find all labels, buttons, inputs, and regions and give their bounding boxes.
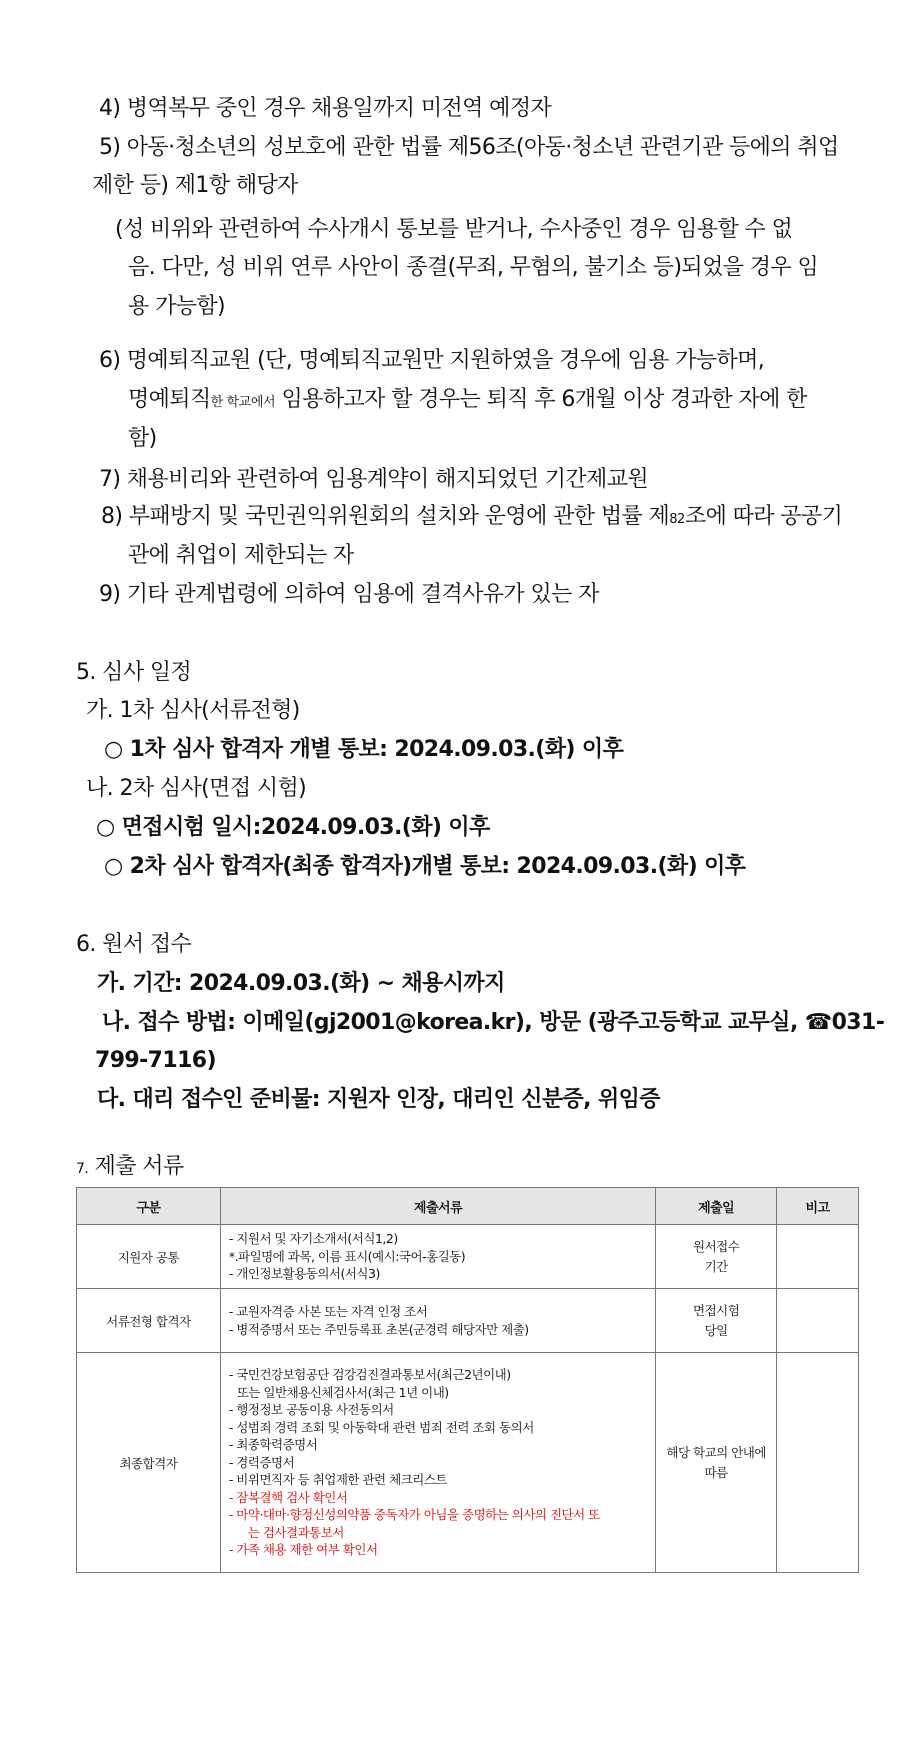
table-row: [77, 1225, 859, 1289]
date-line: 해당 학교의 안내에: [666, 1444, 766, 1460]
header-category: 구분: [77, 1188, 221, 1225]
section7-title: [76, 1152, 184, 1184]
item-8-text-b: 조에 따라 공공기: [684, 504, 843, 529]
document-item: - 행정정보 공동이용 사전동의서: [228, 1402, 394, 1418]
row-documents: [220, 1289, 655, 1353]
table-row: [77, 1353, 859, 1573]
header-documents: 제출서류: [220, 1188, 655, 1225]
item-6-text-small: 한 학교에서: [210, 395, 276, 410]
document-item: - 지원서 및 자기소개서(서식1,2): [228, 1231, 398, 1247]
item-6-text-a: 명예퇴직: [128, 387, 211, 412]
item-5-note-line1: (성 비위와 관련하여 수사개시 통보를 받거나, 수사중인 경우 임용할 수 없: [115, 217, 793, 242]
table-row: [77, 1289, 859, 1353]
document-item-highlighted: - 가족 채용 제한 여부 확인서: [228, 1542, 378, 1558]
row-category: 최종합격자: [77, 1353, 221, 1573]
row-note: [777, 1225, 859, 1289]
row-submit-date: [656, 1353, 777, 1573]
item-6-line2: [128, 385, 807, 418]
item-8-line2: 관에 취업이 제한되는 자: [128, 543, 354, 568]
section5-a-item: ○ 1차 심사 합격자 개별 통보: 2024.09.03.(화) 이후: [104, 737, 624, 762]
section5-sub-b: 나. 2차 심사(면접 시험): [86, 776, 307, 801]
row-category: 서류전형 합격자: [77, 1289, 221, 1353]
row-documents: [220, 1353, 655, 1573]
item-8-text-small: 82: [669, 512, 685, 527]
section5-sub-a: 가. 1차 심사(서류전형): [86, 698, 300, 723]
section6-title: 6. 원서 접수: [76, 932, 192, 957]
document-item: *.파일명에 과목, 이름 표시(예시:국어-홍길동): [228, 1248, 466, 1264]
date-line: 따름: [704, 1464, 728, 1480]
section5-title: 5. 심사 일정: [76, 660, 192, 685]
header-submit-date: 제출일: [656, 1188, 777, 1225]
item-6-text-b: 임용하고자 할 경우는 퇴직 후 6개월 이상 경과한 자에 한: [281, 387, 807, 412]
section5-b-item2: ○ 2차 심사 합격자(최종 합격자)개별 통보: 2024.09.03.(화) 이후: [104, 854, 746, 879]
item-5-line1: 5) 아동·청소년의 성보호에 관한 법률 제56조(아동·청소년 관련기관 등에의 취업: [99, 135, 839, 160]
item-7: 7) 채용비리와 관련하여 임용계약이 해지되었던 기간제교원: [99, 467, 648, 492]
item-5-note-line3: 용 가능함): [128, 294, 225, 319]
item-9: 9) 기타 관계법령에 의하여 임용에 결격사유가 있는 자: [99, 582, 599, 607]
document-item-highlighted: 는 검사결과통보서: [247, 1524, 344, 1540]
row-category: 지원자 공통: [77, 1225, 221, 1289]
row-note: [777, 1353, 859, 1573]
document-item: - 경력증명서: [228, 1454, 295, 1470]
table-header-row: [77, 1188, 859, 1225]
section7-number: 7.: [76, 1161, 89, 1177]
row-note: [777, 1289, 859, 1353]
header-note: 비고: [777, 1188, 859, 1225]
date-line: 기간: [704, 1258, 728, 1274]
document-item: - 최종학력증명서: [228, 1437, 318, 1453]
row-documents: [220, 1225, 655, 1289]
section6-method-line2: 799-7116): [95, 1048, 216, 1073]
documents-table: [76, 1187, 859, 1573]
section6-period: 가. 기간: 2024.09.03.(화) ~ 채용시까지: [97, 971, 505, 996]
document-item: - 개인정보활용동의서(서식3): [228, 1266, 380, 1282]
row-submit-date: [656, 1225, 777, 1289]
row-submit-date: [656, 1289, 777, 1353]
section5-b-item1: ○ 면접시험 일시:2024.09.03.(화) 이후: [96, 815, 490, 840]
item-5-line2: 제한 등) 제1항 해당자: [92, 173, 298, 198]
item-8-line1: [101, 502, 842, 535]
item-8-text-a: 8) 부패방지 및 국민권익위원회의 설치와 운영에 관한 법률 제: [101, 504, 670, 529]
document-item: - 성범죄 경력 조회 및 아동학대 관련 범죄 전력 조회 동의서: [228, 1419, 534, 1435]
document-item: - 비위면직자 등 취업제한 관련 체크리스트: [228, 1472, 447, 1488]
document-item-highlighted: - 마약·대마·향정신성의약품 중독자가 아님을 증명하는 의사의 진단서 또: [228, 1507, 600, 1523]
item-4: 4) 병역복무 중인 경우 채용일까지 미전역 예정자: [99, 96, 552, 121]
document-item-highlighted: - 잠복결핵 검사 확인서: [228, 1489, 348, 1505]
item-6-line1: 6) 명예퇴직교원 (단, 명예퇴직교원만 지원하였을 경우에 임용 가능하며,: [99, 348, 765, 373]
item-6-line3: 함): [128, 426, 157, 451]
document-item: - 국민건강보험공단 검강검진결과통보서(최근2년이내): [228, 1367, 511, 1383]
document-item: 또는 일반채용신체검사서(최근 1년 이내): [236, 1384, 449, 1400]
section6-method-line1: 나. 접수 방법: 이메일(gj2001@korea.kr), 방문 (광주고등학교 교무실, ☎031-: [102, 1010, 885, 1035]
date-line: 원서접수: [693, 1238, 740, 1254]
item-5-note-line2: 음. 다만, 성 비위 연루 사안이 종결(무죄, 무혐의, 불기소 등)되었을 경우 임: [128, 255, 819, 280]
document-item: - 교원자격증 사본 또는 자격 인정 조서: [228, 1304, 428, 1319]
section6-proxy: 다. 대리 접수인 준비물: 지원자 인장, 대리인 신분증, 위임증: [97, 1087, 660, 1112]
date-line: 면접시험: [693, 1302, 740, 1318]
document-item: - 병적증명서 또는 주민등록표 초본(군경력 해당자만 제출): [228, 1321, 529, 1337]
date-line: 당일: [704, 1322, 728, 1338]
section7-title-text: 제출 서류: [94, 1154, 184, 1179]
